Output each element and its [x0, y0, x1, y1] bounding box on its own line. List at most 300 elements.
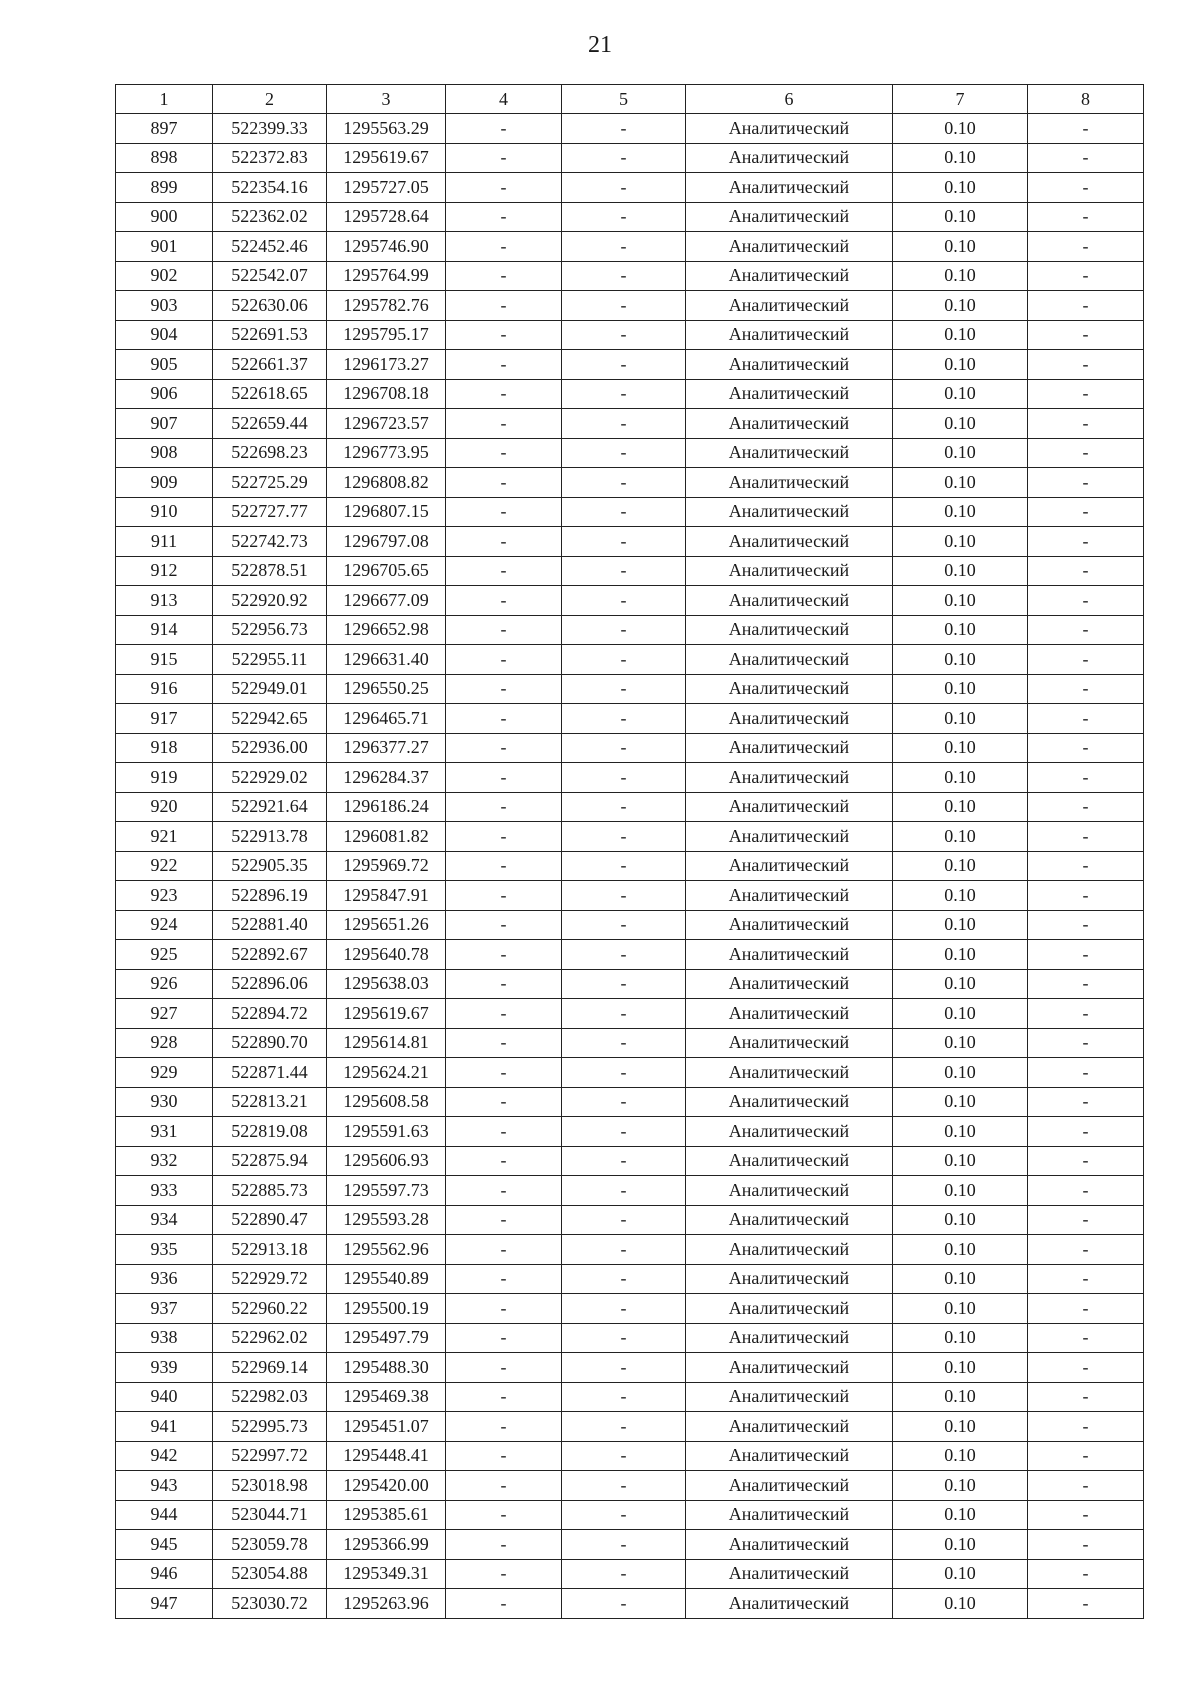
- column-5-cell: -: [562, 173, 686, 203]
- method-cell: Аналитический: [686, 999, 893, 1029]
- accuracy-cell: 0.10: [893, 704, 1028, 734]
- method-cell: Аналитический: [686, 291, 893, 321]
- x-coordinate-cell: 522896.19: [213, 881, 327, 911]
- point-number-cell: 923: [116, 881, 213, 911]
- y-coordinate-cell: 1295606.93: [327, 1146, 446, 1176]
- coordinates-table: [115, 84, 1144, 1619]
- column-8-cell: -: [1028, 291, 1144, 321]
- accuracy-cell: 0.10: [893, 291, 1028, 321]
- column-5-cell: -: [562, 379, 686, 409]
- accuracy-cell: 0.10: [893, 1058, 1028, 1088]
- y-coordinate-cell: 1295624.21: [327, 1058, 446, 1088]
- y-coordinate-cell: 1296186.24: [327, 792, 446, 822]
- y-coordinate-cell: 1295651.26: [327, 910, 446, 940]
- x-coordinate-cell: 523018.98: [213, 1471, 327, 1501]
- table-row: [116, 409, 1144, 439]
- column-4-cell: -: [446, 1146, 562, 1176]
- column-8-cell: -: [1028, 1471, 1144, 1501]
- column-8-cell: -: [1028, 232, 1144, 262]
- accuracy-cell: 0.10: [893, 1589, 1028, 1619]
- y-coordinate-cell: 1295614.81: [327, 1028, 446, 1058]
- column-4-cell: -: [446, 1087, 562, 1117]
- accuracy-cell: 0.10: [893, 999, 1028, 1029]
- x-coordinate-cell: 523059.78: [213, 1530, 327, 1560]
- y-coordinate-cell: 1295540.89: [327, 1264, 446, 1294]
- table-row: [116, 674, 1144, 704]
- column-8-cell: -: [1028, 261, 1144, 291]
- method-cell: Аналитический: [686, 202, 893, 232]
- method-cell: Аналитический: [686, 379, 893, 409]
- column-4-cell: -: [446, 1264, 562, 1294]
- x-coordinate-cell: 522871.44: [213, 1058, 327, 1088]
- accuracy-cell: 0.10: [893, 822, 1028, 852]
- column-4-cell: -: [446, 1382, 562, 1412]
- column-5-cell: -: [562, 1412, 686, 1442]
- point-number-cell: 911: [116, 527, 213, 557]
- column-4-cell: -: [446, 1530, 562, 1560]
- table-row: [116, 851, 1144, 881]
- column-5-cell: -: [562, 1353, 686, 1383]
- y-coordinate-cell: 1296173.27: [327, 350, 446, 380]
- point-number-cell: 920: [116, 792, 213, 822]
- point-number-cell: 941: [116, 1412, 213, 1442]
- column-4-cell: -: [446, 1058, 562, 1088]
- column-5-cell: -: [562, 1087, 686, 1117]
- method-cell: Аналитический: [686, 143, 893, 173]
- accuracy-cell: 0.10: [893, 497, 1028, 527]
- table-row: [116, 1205, 1144, 1235]
- point-number-cell: 930: [116, 1087, 213, 1117]
- method-cell: Аналитический: [686, 1264, 893, 1294]
- column-5-cell: -: [562, 1441, 686, 1471]
- column-8-cell: -: [1028, 1087, 1144, 1117]
- column-8-cell: -: [1028, 1117, 1144, 1147]
- column-4-cell: -: [446, 674, 562, 704]
- column-4-cell: -: [446, 1412, 562, 1442]
- point-number-cell: 921: [116, 822, 213, 852]
- column-8-cell: -: [1028, 1589, 1144, 1619]
- accuracy-cell: 0.10: [893, 409, 1028, 439]
- column-5-cell: -: [562, 1117, 686, 1147]
- point-number-cell: 915: [116, 645, 213, 675]
- column-8-cell: -: [1028, 763, 1144, 793]
- method-cell: Аналитический: [686, 763, 893, 793]
- column-8-cell: -: [1028, 1028, 1144, 1058]
- column-5-cell: -: [562, 497, 686, 527]
- method-cell: Аналитический: [686, 527, 893, 557]
- column-4-cell: -: [446, 527, 562, 557]
- column-5-cell: -: [562, 1382, 686, 1412]
- column-4-cell: -: [446, 851, 562, 881]
- column-5-cell: -: [562, 320, 686, 350]
- column-4-cell: -: [446, 291, 562, 321]
- x-coordinate-cell: 522727.77: [213, 497, 327, 527]
- table-row: [116, 1559, 1144, 1589]
- x-coordinate-cell: 522890.47: [213, 1205, 327, 1235]
- column-4-cell: -: [446, 645, 562, 675]
- y-coordinate-cell: 1295847.91: [327, 881, 446, 911]
- x-coordinate-cell: 522362.02: [213, 202, 327, 232]
- x-coordinate-cell: 522659.44: [213, 409, 327, 439]
- method-cell: Аналитический: [686, 1117, 893, 1147]
- column-5-cell: -: [562, 910, 686, 940]
- y-coordinate-cell: 1296773.95: [327, 438, 446, 468]
- column-5-cell: -: [562, 763, 686, 793]
- column-4-cell: -: [446, 763, 562, 793]
- accuracy-cell: 0.10: [893, 940, 1028, 970]
- column-4-cell: -: [446, 1205, 562, 1235]
- column-5-cell: -: [562, 409, 686, 439]
- table-row: [116, 1117, 1144, 1147]
- point-number-cell: 899: [116, 173, 213, 203]
- table-row: [116, 261, 1144, 291]
- column-4-cell: -: [446, 143, 562, 173]
- column-8-cell: -: [1028, 350, 1144, 380]
- point-number-cell: 936: [116, 1264, 213, 1294]
- accuracy-cell: 0.10: [893, 1087, 1028, 1117]
- x-coordinate-cell: 522691.53: [213, 320, 327, 350]
- accuracy-cell: 0.10: [893, 645, 1028, 675]
- accuracy-cell: 0.10: [893, 114, 1028, 144]
- page-number: 21: [588, 32, 612, 58]
- point-number-cell: 928: [116, 1028, 213, 1058]
- column-header: 4: [446, 85, 562, 114]
- column-4-cell: -: [446, 1117, 562, 1147]
- table-row: [116, 763, 1144, 793]
- y-coordinate-cell: 1295638.03: [327, 969, 446, 999]
- point-number-cell: 935: [116, 1235, 213, 1265]
- x-coordinate-cell: 522982.03: [213, 1382, 327, 1412]
- x-coordinate-cell: 522949.01: [213, 674, 327, 704]
- y-coordinate-cell: 1295448.41: [327, 1441, 446, 1471]
- column-5-cell: -: [562, 114, 686, 144]
- y-coordinate-cell: 1295366.99: [327, 1530, 446, 1560]
- accuracy-cell: 0.10: [893, 1235, 1028, 1265]
- column-4-cell: -: [446, 497, 562, 527]
- table-row: [116, 556, 1144, 586]
- table-row: [116, 969, 1144, 999]
- column-4-cell: -: [446, 1028, 562, 1058]
- column-4-cell: -: [446, 409, 562, 439]
- x-coordinate-cell: 522890.70: [213, 1028, 327, 1058]
- column-5-cell: -: [562, 615, 686, 645]
- column-4-cell: -: [446, 1559, 562, 1589]
- table-row: [116, 645, 1144, 675]
- column-4-cell: -: [446, 586, 562, 616]
- x-coordinate-cell: 522630.06: [213, 291, 327, 321]
- y-coordinate-cell: 1295608.58: [327, 1087, 446, 1117]
- column-4-cell: -: [446, 822, 562, 852]
- column-5-cell: -: [562, 645, 686, 675]
- column-8-cell: -: [1028, 527, 1144, 557]
- method-cell: Аналитический: [686, 586, 893, 616]
- table-row: [116, 173, 1144, 203]
- column-5-cell: -: [562, 527, 686, 557]
- column-5-cell: -: [562, 1559, 686, 1589]
- column-5-cell: -: [562, 1176, 686, 1206]
- column-8-cell: -: [1028, 438, 1144, 468]
- x-coordinate-cell: 522936.00: [213, 733, 327, 763]
- accuracy-cell: 0.10: [893, 1146, 1028, 1176]
- x-coordinate-cell: 522618.65: [213, 379, 327, 409]
- x-coordinate-cell: 522881.40: [213, 910, 327, 940]
- table-row: [116, 615, 1144, 645]
- column-5-cell: -: [562, 1028, 686, 1058]
- column-8-cell: -: [1028, 143, 1144, 173]
- method-cell: Аналитический: [686, 674, 893, 704]
- method-cell: Аналитический: [686, 792, 893, 822]
- y-coordinate-cell: 1295385.61: [327, 1500, 446, 1530]
- column-5-cell: -: [562, 202, 686, 232]
- y-coordinate-cell: 1296652.98: [327, 615, 446, 645]
- column-4-cell: -: [446, 1353, 562, 1383]
- column-5-cell: -: [562, 438, 686, 468]
- table-row: [116, 497, 1144, 527]
- x-coordinate-cell: 522875.94: [213, 1146, 327, 1176]
- y-coordinate-cell: 1295451.07: [327, 1412, 446, 1442]
- x-coordinate-cell: 522819.08: [213, 1117, 327, 1147]
- column-5-cell: -: [562, 969, 686, 999]
- column-8-cell: -: [1028, 586, 1144, 616]
- column-4-cell: -: [446, 881, 562, 911]
- column-5-cell: -: [562, 940, 686, 970]
- x-coordinate-cell: 522913.18: [213, 1235, 327, 1265]
- y-coordinate-cell: 1296723.57: [327, 409, 446, 439]
- column-5-cell: -: [562, 792, 686, 822]
- y-coordinate-cell: 1295263.96: [327, 1589, 446, 1619]
- accuracy-cell: 0.10: [893, 1264, 1028, 1294]
- accuracy-cell: 0.10: [893, 586, 1028, 616]
- column-5-cell: -: [562, 674, 686, 704]
- method-cell: Аналитический: [686, 1235, 893, 1265]
- table-row: [116, 940, 1144, 970]
- y-coordinate-cell: 1296807.15: [327, 497, 446, 527]
- column-5-cell: -: [562, 556, 686, 586]
- column-4-cell: -: [446, 1500, 562, 1530]
- header-row: [116, 85, 1144, 114]
- x-coordinate-cell: 522913.78: [213, 822, 327, 852]
- accuracy-cell: 0.10: [893, 969, 1028, 999]
- column-5-cell: -: [562, 704, 686, 734]
- point-number-cell: 910: [116, 497, 213, 527]
- column-header: 2: [213, 85, 327, 114]
- y-coordinate-cell: 1295597.73: [327, 1176, 446, 1206]
- accuracy-cell: 0.10: [893, 615, 1028, 645]
- column-header: 1: [116, 85, 213, 114]
- method-cell: Аналитический: [686, 1471, 893, 1501]
- point-number-cell: 931: [116, 1117, 213, 1147]
- column-5-cell: -: [562, 261, 686, 291]
- x-coordinate-cell: 523030.72: [213, 1589, 327, 1619]
- point-number-cell: 924: [116, 910, 213, 940]
- column-4-cell: -: [446, 1323, 562, 1353]
- column-8-cell: -: [1028, 881, 1144, 911]
- column-4-cell: -: [446, 615, 562, 645]
- method-cell: Аналитический: [686, 261, 893, 291]
- y-coordinate-cell: 1296465.71: [327, 704, 446, 734]
- accuracy-cell: 0.10: [893, 173, 1028, 203]
- method-cell: Аналитический: [686, 409, 893, 439]
- accuracy-cell: 0.10: [893, 1559, 1028, 1589]
- accuracy-cell: 0.10: [893, 792, 1028, 822]
- column-5-cell: -: [562, 350, 686, 380]
- accuracy-cell: 0.10: [893, 1500, 1028, 1530]
- method-cell: Аналитический: [686, 1176, 893, 1206]
- x-coordinate-cell: 522896.06: [213, 969, 327, 999]
- method-cell: Аналитический: [686, 350, 893, 380]
- column-header: 8: [1028, 85, 1144, 114]
- table-row: [116, 999, 1144, 1029]
- x-coordinate-cell: 522354.16: [213, 173, 327, 203]
- column-8-cell: -: [1028, 202, 1144, 232]
- method-cell: Аналитический: [686, 114, 893, 144]
- column-4-cell: -: [446, 1176, 562, 1206]
- point-number-cell: 908: [116, 438, 213, 468]
- column-8-cell: -: [1028, 940, 1144, 970]
- point-number-cell: 937: [116, 1294, 213, 1324]
- point-number-cell: 943: [116, 1471, 213, 1501]
- point-number-cell: 945: [116, 1530, 213, 1560]
- x-coordinate-cell: 522372.83: [213, 143, 327, 173]
- column-8-cell: -: [1028, 1530, 1144, 1560]
- point-number-cell: 907: [116, 409, 213, 439]
- y-coordinate-cell: 1295764.99: [327, 261, 446, 291]
- y-coordinate-cell: 1295728.64: [327, 202, 446, 232]
- method-cell: Аналитический: [686, 1382, 893, 1412]
- method-cell: Аналитический: [686, 1589, 893, 1619]
- y-coordinate-cell: 1296808.82: [327, 468, 446, 498]
- table-row: [116, 1412, 1144, 1442]
- method-cell: Аналитический: [686, 940, 893, 970]
- column-4-cell: -: [446, 261, 562, 291]
- y-coordinate-cell: 1295488.30: [327, 1353, 446, 1383]
- y-coordinate-cell: 1295420.00: [327, 1471, 446, 1501]
- column-header: 7: [893, 85, 1028, 114]
- table-body: [116, 114, 1144, 1619]
- column-5-cell: -: [562, 999, 686, 1029]
- table-header: [116, 85, 1144, 114]
- accuracy-cell: 0.10: [893, 910, 1028, 940]
- table-row: [116, 1176, 1144, 1206]
- point-number-cell: 944: [116, 1500, 213, 1530]
- column-8-cell: -: [1028, 556, 1144, 586]
- method-cell: Аналитический: [686, 1500, 893, 1530]
- column-8-cell: -: [1028, 674, 1144, 704]
- column-5-cell: -: [562, 1294, 686, 1324]
- table-row: [116, 1382, 1144, 1412]
- point-number-cell: 898: [116, 143, 213, 173]
- column-8-cell: -: [1028, 409, 1144, 439]
- accuracy-cell: 0.10: [893, 1205, 1028, 1235]
- point-number-cell: 925: [116, 940, 213, 970]
- point-number-cell: 912: [116, 556, 213, 586]
- column-8-cell: -: [1028, 1382, 1144, 1412]
- x-coordinate-cell: 523054.88: [213, 1559, 327, 1589]
- column-4-cell: -: [446, 1235, 562, 1265]
- column-5-cell: -: [562, 1058, 686, 1088]
- accuracy-cell: 0.10: [893, 1530, 1028, 1560]
- point-number-cell: 938: [116, 1323, 213, 1353]
- x-coordinate-cell: 522885.73: [213, 1176, 327, 1206]
- point-number-cell: 942: [116, 1441, 213, 1471]
- x-coordinate-cell: 522892.67: [213, 940, 327, 970]
- column-8-cell: -: [1028, 822, 1144, 852]
- accuracy-cell: 0.10: [893, 1117, 1028, 1147]
- accuracy-cell: 0.10: [893, 881, 1028, 911]
- point-number-cell: 897: [116, 114, 213, 144]
- y-coordinate-cell: 1295500.19: [327, 1294, 446, 1324]
- column-4-cell: -: [446, 792, 562, 822]
- point-number-cell: 905: [116, 350, 213, 380]
- accuracy-cell: 0.10: [893, 674, 1028, 704]
- x-coordinate-cell: 522742.73: [213, 527, 327, 557]
- point-number-cell: 922: [116, 851, 213, 881]
- y-coordinate-cell: 1296284.37: [327, 763, 446, 793]
- column-4-cell: -: [446, 969, 562, 999]
- y-coordinate-cell: 1295591.63: [327, 1117, 446, 1147]
- x-coordinate-cell: 522969.14: [213, 1353, 327, 1383]
- y-coordinate-cell: 1295619.67: [327, 143, 446, 173]
- accuracy-cell: 0.10: [893, 527, 1028, 557]
- point-number-cell: 919: [116, 763, 213, 793]
- column-header: 5: [562, 85, 686, 114]
- y-coordinate-cell: 1296550.25: [327, 674, 446, 704]
- table-row: [116, 1500, 1144, 1530]
- accuracy-cell: 0.10: [893, 261, 1028, 291]
- column-5-cell: -: [562, 1323, 686, 1353]
- accuracy-cell: 0.10: [893, 1323, 1028, 1353]
- accuracy-cell: 0.10: [893, 1471, 1028, 1501]
- table-row: [116, 910, 1144, 940]
- column-8-cell: -: [1028, 1559, 1144, 1589]
- point-number-cell: 947: [116, 1589, 213, 1619]
- column-4-cell: -: [446, 468, 562, 498]
- column-8-cell: -: [1028, 1412, 1144, 1442]
- method-cell: Аналитический: [686, 1441, 893, 1471]
- x-coordinate-cell: 522962.02: [213, 1323, 327, 1353]
- x-coordinate-cell: 522921.64: [213, 792, 327, 822]
- x-coordinate-cell: 522956.73: [213, 615, 327, 645]
- point-number-cell: 934: [116, 1205, 213, 1235]
- accuracy-cell: 0.10: [893, 379, 1028, 409]
- accuracy-cell: 0.10: [893, 1176, 1028, 1206]
- table-row: [116, 881, 1144, 911]
- accuracy-cell: 0.10: [893, 350, 1028, 380]
- table-row: [116, 468, 1144, 498]
- column-header: 6: [686, 85, 893, 114]
- method-cell: Аналитический: [686, 497, 893, 527]
- table-row: [116, 202, 1144, 232]
- column-5-cell: -: [562, 1500, 686, 1530]
- y-coordinate-cell: 1295727.05: [327, 173, 446, 203]
- column-8-cell: -: [1028, 733, 1144, 763]
- method-cell: Аналитический: [686, 438, 893, 468]
- column-8-cell: -: [1028, 1205, 1144, 1235]
- column-4-cell: -: [446, 379, 562, 409]
- column-4-cell: -: [446, 999, 562, 1029]
- x-coordinate-cell: 522942.65: [213, 704, 327, 734]
- x-coordinate-cell: 522698.23: [213, 438, 327, 468]
- column-5-cell: -: [562, 881, 686, 911]
- accuracy-cell: 0.10: [893, 1353, 1028, 1383]
- point-number-cell: 914: [116, 615, 213, 645]
- y-coordinate-cell: 1295562.96: [327, 1235, 446, 1265]
- table-row: [116, 438, 1144, 468]
- table-row: [116, 114, 1144, 144]
- point-number-cell: 927: [116, 999, 213, 1029]
- table-row: [116, 1471, 1144, 1501]
- accuracy-cell: 0.10: [893, 1441, 1028, 1471]
